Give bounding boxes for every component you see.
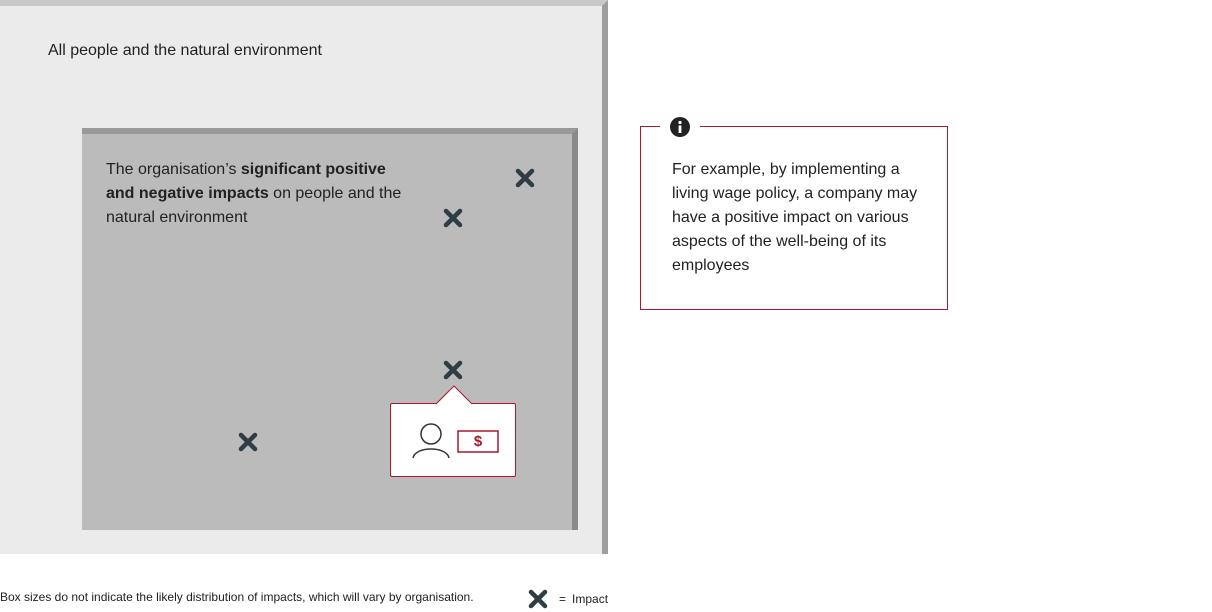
impact-cross-icon [527,588,549,610]
inner-label-pre: The organisation’s [106,161,241,178]
inner-label-post: on people and the natural environment [106,185,402,226]
info-icon [669,116,691,138]
dollar-symbol: $ [473,433,483,450]
info-icon-wrap [660,114,700,140]
info-example-text: For example, by implementing a living wage policy, a company may have a positive impact on various aspects of the well-being of its employees [672,161,918,274]
legend-label: Impact [572,592,609,606]
inner-label-bold: significant positive and negative impacts [106,161,386,202]
legend [527,588,608,610]
impact-callout [390,403,516,477]
impact-cross-icon [237,431,259,453]
outer-box-label: All people and the natural environment [48,42,322,59]
impact-cross-icon [442,207,464,229]
inner-box-label [106,158,416,230]
legend-equals: = [559,592,567,606]
impact-cross-icon [442,359,464,381]
impact-cross-icon [514,167,536,189]
footnote: Box sizes do not indicate the likely distribution of impacts, which will vary by organisation. [0,590,474,604]
person-icon [413,424,449,458]
callout-pointer [436,384,476,405]
